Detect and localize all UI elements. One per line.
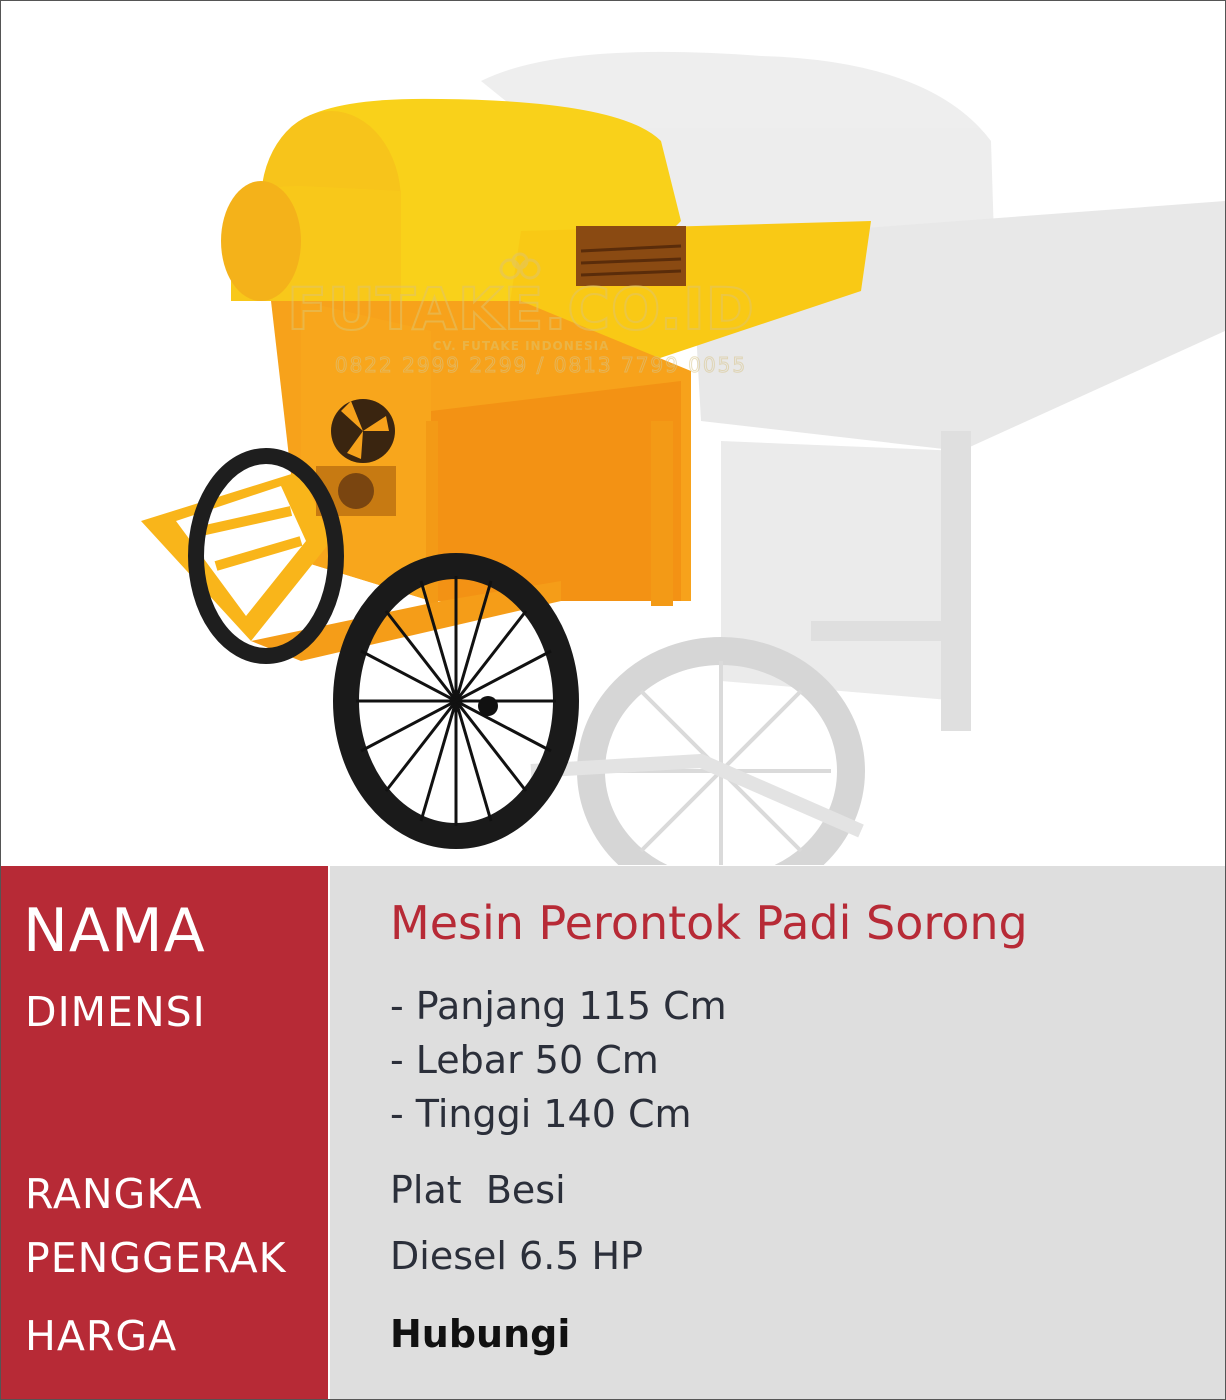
label-dimensi: DIMENSI bbox=[25, 988, 206, 1036]
label-penggerak: PENGGERAK bbox=[25, 1234, 287, 1282]
value-penggerak: Diesel 6.5 HP bbox=[390, 1234, 644, 1278]
value-dimensi-panjang: - Panjang 115 Cm bbox=[390, 984, 727, 1028]
watermark-phones: 0822 2999 2299 / 0813 7799 0055 bbox=[334, 353, 748, 377]
value-dimensi-tinggi: - Tinggi 140 Cm bbox=[390, 1092, 692, 1136]
label-harga: HARGA bbox=[25, 1312, 178, 1360]
watermark-company: CV. FUTAKE INDONESIA bbox=[432, 339, 610, 353]
watermark bbox=[271, 251, 771, 391]
gear-logo-icon bbox=[496, 251, 544, 281]
product-photo bbox=[1, 1, 1225, 865]
label-panel bbox=[1, 866, 328, 1399]
value-harga: Hubungi bbox=[390, 1312, 571, 1356]
value-rangka: Plat Besi bbox=[390, 1168, 566, 1212]
value-nama: Mesin Perontok Padi Sorong bbox=[390, 896, 1028, 950]
watermark-brand: FUTAKE.CO.ID bbox=[287, 275, 755, 343]
value-dimensi-lebar: - Lebar 50 Cm bbox=[390, 1038, 659, 1082]
label-rangka: RANGKA bbox=[25, 1170, 203, 1218]
value-panel bbox=[330, 866, 1225, 1399]
thresher-machine-illustration bbox=[1, 1, 1225, 865]
label-nama: NAMA bbox=[23, 896, 206, 966]
